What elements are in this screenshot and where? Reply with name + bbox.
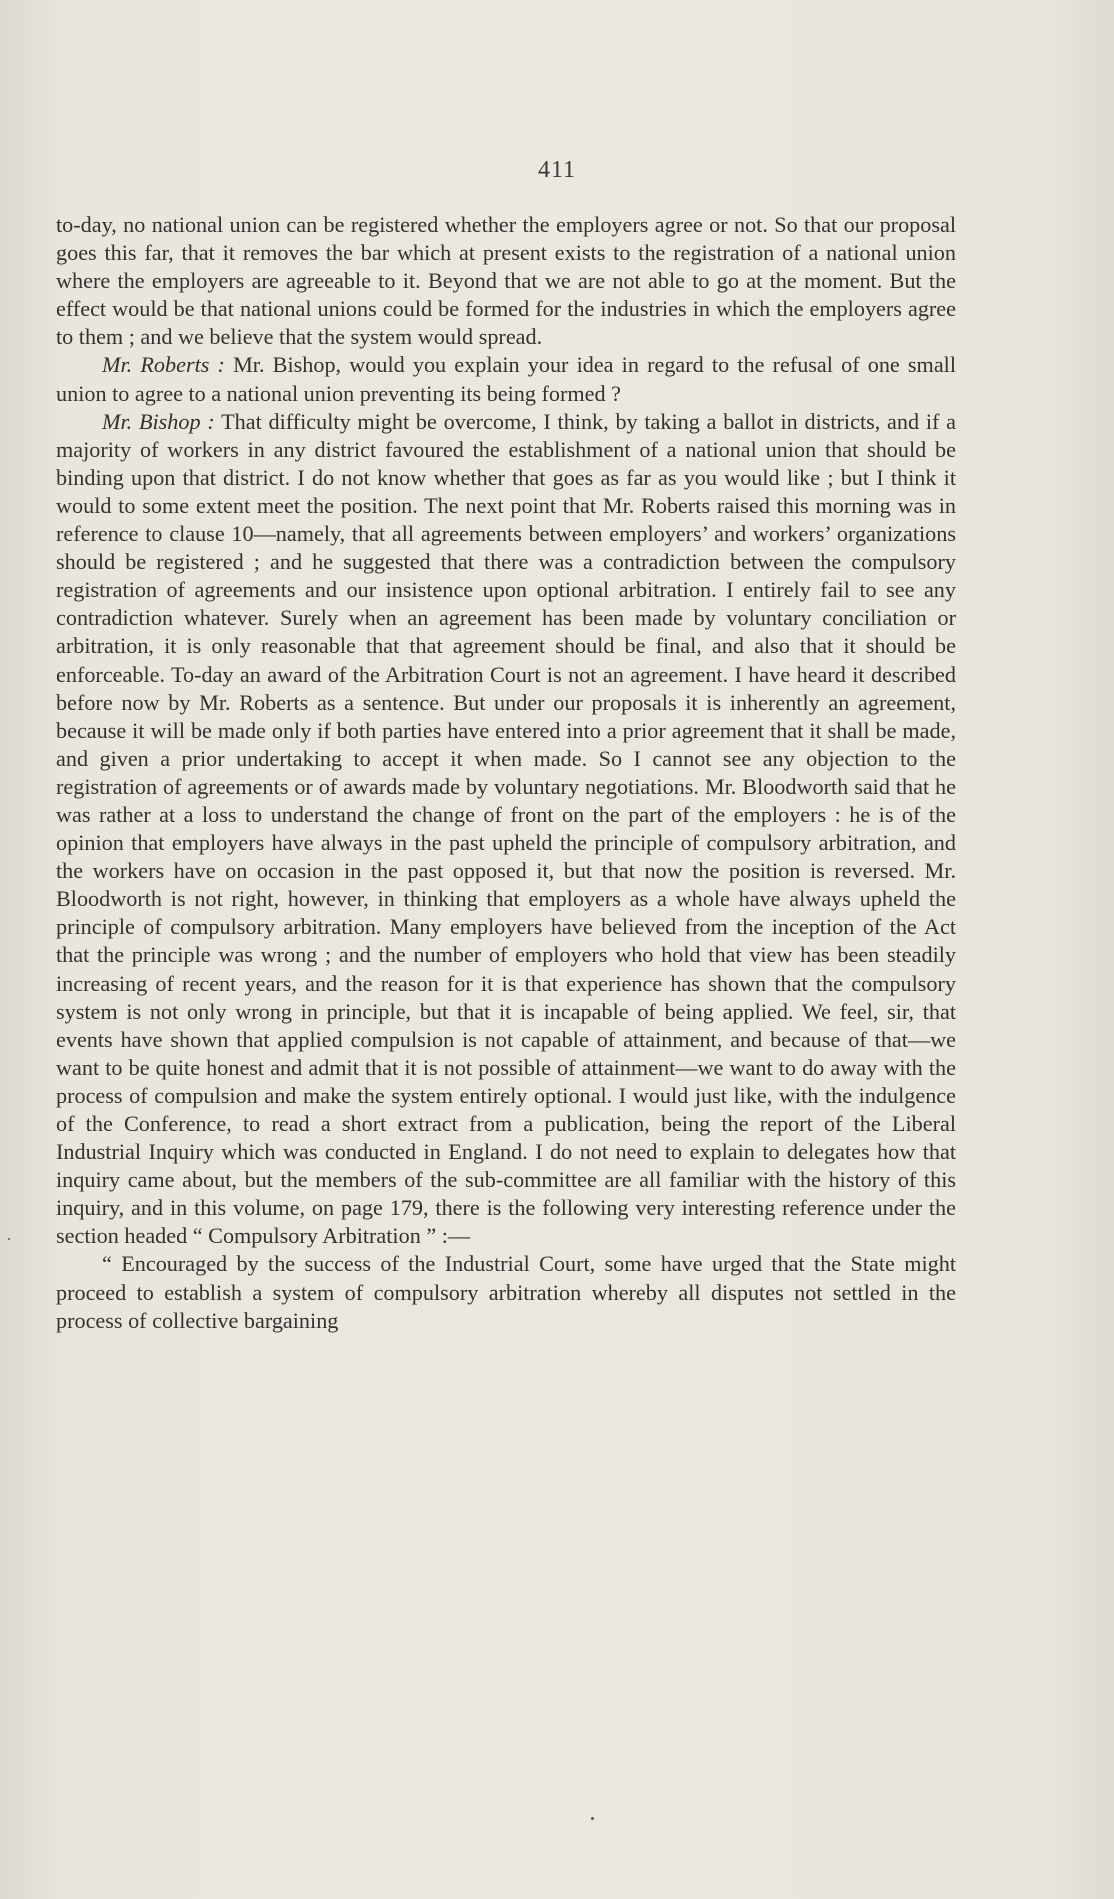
paragraph-1 (56, 211, 956, 351)
paper-speck (8, 1238, 10, 1240)
body-text (56, 211, 956, 1335)
paragraph-2-text: Mr. Bishop, would you explain your idea in regard to the refusal of one small union to agree to a national union preventing its being formed ? (56, 352, 956, 406)
paper-speck (591, 1817, 594, 1820)
paragraph-2 (56, 351, 956, 407)
speaker-bishop: Mr. Bishop : (102, 408, 215, 434)
speaker-roberts: Mr. Roberts : (102, 352, 225, 378)
paragraph-4 (56, 1250, 956, 1334)
page-number: 411 (537, 157, 577, 183)
paragraph-4-text: “ Encouraged by the success of the Industrial Court, some have urged that the State might proceed to establish a system of compulsory arbitration whereby all disputes not settled in the process of collective bargaining (56, 1251, 956, 1333)
paragraph-1-text: to-day, no national union can be registered whether the employers agree or not. So that our proposal goes this far, that it removes the bar which at present exists to the registration of a national union where the employers are agreeable to it. Beyond that we are not able to go at the moment. But the effect would be that national unions could be formed for the industries in which the employers agree to them ; and we believe that the system would spread. (56, 212, 956, 350)
paragraph-3 (56, 408, 956, 1251)
paragraph-3-text: That difficulty might be overcome, I think, by taking a ballot in districts, and if a majority of workers in any district favoured the establishment of a national union that should be binding upon that district. I do not know whether that goes as far as you would like ; but I think it would to some extent meet the position. The next point that Mr. Roberts raised this morning was in reference to clause 10—namely, that all agreements between employers’ and workers’ organizations should be registered ; and he suggested that there was a contradiction between the compulsory registration of agreements and our insistence upon optional arbitration. I entirely fail to see any contradiction whatever. Surely when an agreement has been made by voluntary conciliation or arbitration, it is only reasonable that that agreement should be final, and also that it should be enforceable. To-day an award of the Arbitration Court is not an agreement. I have heard it described before now by Mr. Roberts as a sentence. But under our proposals it is inherently an agreement, because it will be made only if both parties have entered into a prior agreement that it shall be made, and given a prior undertaking to accept it when made. So I cannot see any objection to the registration of agreements or of awards made by voluntary negotiations. Mr. Bloodworth said that he was rather at a loss to understand the change of front on the part of the employers : he is of the opinion that employers have always in the past upheld the principle of compulsory arbitration, and the workers have on occasion in the past opposed it, but that now the position is reversed. Mr. Bloodworth is not right, however, in thinking that employers as a whole have always upheld the principle of compulsory arbitration. Many employers have believed from the inception of the Act that the principle was wrong ; and the number of employers who hold that view has been steadily increasing of recent years, and the reason for it is that experience has shown that the compulsory system is not only wrong in principle, but that it is incapable of being applied. We feel, sir, that events have shown that applied compulsion is not capable of attainment, and because of that—we want to be quite honest and admit that it is not possible of attainment—we want to do away with the process of compulsion and make the system entirely optional. I would just like, with the indulgence of the Conference, to read a short extract from a publication, being the report of the Liberal Industrial Inquiry which was conducted in England. I do not need to explain to delegates how that inquiry came about, but the members of the sub-committee are all familiar with the history of this inquiry, and in this volume, on page 179, there is the following very interesting reference under the section headed “ Compulsory Arbitration ” :— (56, 408, 956, 1249)
